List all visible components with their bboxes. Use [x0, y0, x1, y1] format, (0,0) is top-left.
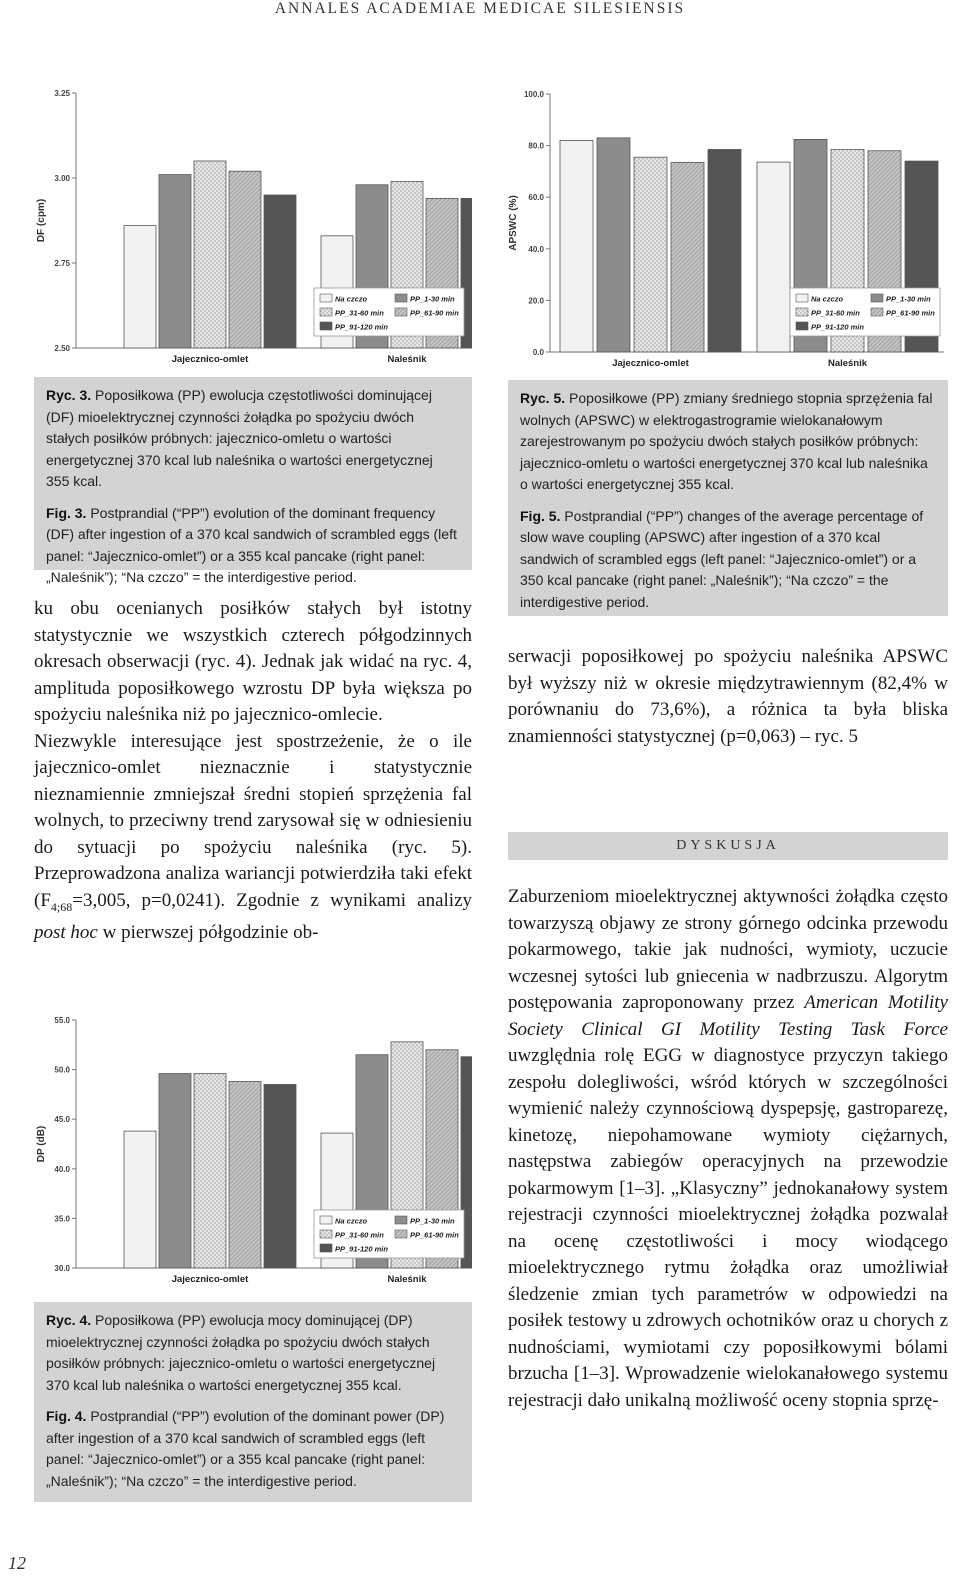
figure-3-label-pl: Ryc. 3.: [46, 387, 92, 403]
y-axis-label: APSWC (%): [508, 195, 519, 251]
legend-swatch: [320, 1244, 332, 1252]
bar: [229, 171, 261, 348]
figure-4-label-en: Fig. 4.: [46, 1408, 87, 1424]
figure-4-svg: [34, 1010, 472, 1302]
bar: [671, 162, 704, 352]
bar: [757, 162, 790, 352]
legend-label: PP_91-120 min: [335, 1244, 388, 1254]
page-number: 12: [8, 1553, 26, 1573]
right-paragraph-2-a: Zaburzeniom mioelektrycznej aktywności żołądka często towarzyszą objawy ze strony górnego odcinka przewodu pokarmowego, takie jak nudności, wymioty, uczucie wczesnej sytości lub gniecenia w nadbrzuszu. Algorytm postępowania zaproponowany przez: [508, 886, 948, 1013]
figure-5-text-en: Postprandial (“PP”) changes of the average percentage of slow wave coupling (APSWC) after ingestion of a 370 kcal sandwich of scrambled eggs (left panel: “Jajecznico-omlet”) or a 350 kcal pancake (right panel: „Naleśnik”); “Na czczo” = the interdigestive period.: [520, 507, 924, 610]
y-tick-label: 55.0: [54, 1016, 70, 1025]
figure-3-text-en: Postprandial (“PP”) evolution of the dominant frequency (DF) after ingestion of a 370 kcal sandwich of scrambled eggs (left panel: “Jajecznico-omlet”) or a 355 kcal pancake (right panel: „Naleśnik”); “Na czczo” = the interdigestive period.: [46, 504, 457, 585]
y-axis-label: DF (cpm): [36, 198, 47, 243]
figure-4-chart: [34, 1010, 472, 1302]
legend-swatch: [395, 294, 407, 302]
bar: [229, 1082, 261, 1268]
figure-5-caption: [508, 380, 948, 616]
legend-swatch: [796, 308, 808, 316]
legend-swatch: [320, 1216, 332, 1224]
legend-label: PP_31-60 min: [335, 1230, 384, 1240]
task-force-name: American Motility Society Clinical GI Motility Testing Task Force: [508, 992, 948, 1040]
figure-5-chart: [508, 88, 948, 380]
legend-swatch: [796, 294, 808, 302]
legend-label: Na czczo: [811, 294, 844, 304]
legend-label: PP_91-120 min: [811, 322, 864, 332]
bar: [560, 140, 593, 352]
category-label: Jajecznico-omlet: [171, 354, 249, 365]
bar: [634, 157, 667, 352]
bar: [194, 161, 226, 348]
right-column-text-top: [508, 644, 948, 750]
figure-5-label-en: Fig. 5.: [520, 507, 561, 524]
y-tick-label: 20.0: [528, 296, 544, 306]
bar: [264, 195, 296, 348]
legend-swatch: [395, 308, 407, 316]
legend-label: Na czczo: [335, 1216, 368, 1226]
legend-label: PP_91-120 min: [335, 322, 388, 332]
figure-3-caption-en: [46, 503, 460, 589]
category-label: Naleśnik: [827, 358, 868, 369]
running-head: ANNALES ACADEMIAE MEDICAE SILESIENSIS: [274, 0, 686, 17]
figure-4-caption-pl: [46, 1310, 460, 1396]
y-tick-label: 3.25: [54, 89, 70, 98]
figure-4-label-pl: Ryc. 4.: [46, 1312, 92, 1328]
bar: [124, 1131, 156, 1268]
post-hoc-term: post hoc: [34, 921, 98, 943]
category-label: Naleśnik: [387, 1274, 427, 1285]
left-paragraph-2-c: w pierwszej półgodzinie ob-: [97, 921, 319, 943]
figure-3-caption-pl: [46, 385, 460, 493]
legend-label: Na czczo: [335, 294, 368, 304]
legend-swatch: [395, 1216, 407, 1224]
figure-5-caption-en: [520, 506, 936, 614]
y-tick-label: 40.0: [54, 1164, 70, 1174]
legend-label: PP_1-30 min: [410, 294, 455, 304]
y-tick-label: 2.50: [54, 344, 70, 353]
f-statistic-subscript: 4;68: [50, 899, 73, 914]
bar: [708, 149, 741, 352]
y-tick-label: 80.0: [528, 141, 544, 151]
bar: [159, 175, 191, 348]
figure-4-caption-en: [46, 1406, 460, 1492]
right-paragraph-1: serwacji poposiłkowej po spożyciu naleśnika APSWC był wyższy niż w okresie międzytrawiennym (82,4% w porównaniu do 73,6%), a różnica ta była bliska znamienności statystycznej (p=0,063) – ryc. 5: [508, 646, 948, 747]
bar: [194, 1074, 226, 1268]
figure-3-caption: [34, 377, 472, 585]
figure-3-chart: [34, 88, 472, 378]
legend-label: PP_61-90 min: [410, 1230, 459, 1240]
figure-3-text-pl: Poposiłkowa (PP) ewolucja częstotliwości dominującej (DF) mioelektrycznej czynności żołądka po spożyciu dwóch stałych posiłków próbnych: jajecznico-omletu o wartości energetycznej 370 kcal lub naleśnika o wartości energetycznej 355 kcal.: [46, 387, 433, 489]
y-tick-label: 60.0: [528, 193, 544, 203]
bar: [124, 226, 156, 348]
left-paragraph-2: [34, 729, 472, 947]
section-heading: DYSKUSJA: [508, 832, 948, 860]
legend-label: PP_61-90 min: [410, 308, 459, 318]
legend-label: PP_1-30 min: [410, 1216, 455, 1226]
bar: [264, 1084, 296, 1268]
legend-label: PP_31-60 min: [811, 308, 860, 318]
legend-swatch: [871, 294, 883, 302]
category-label: Jajecznico-omlet: [171, 1274, 249, 1285]
y-tick-label: 100.0: [523, 90, 544, 99]
legend-swatch: [796, 322, 808, 330]
y-tick-label: 50.0: [54, 1065, 70, 1075]
figure-4-text-en: Postprandial (“PP”) evolution of the dominant power (DP) after ingestion of a 370 kcal sandwich of scrambled eggs (left panel: “Jajecznico-omlet”) or a 355 kcal pancake (right panel: „Naleśnik”); “Na czczo” = the interdigestive period.: [46, 1408, 445, 1489]
legend-swatch: [871, 308, 883, 316]
left-column-text: [34, 596, 472, 946]
y-tick-label: 40.0: [528, 244, 544, 254]
legend-swatch: [395, 1230, 407, 1238]
y-axis-label: DP (dB): [36, 1125, 47, 1163]
y-tick-label: 3.00: [54, 174, 70, 183]
legend: [314, 288, 464, 336]
figure-5-text-pl: Poposiłkowe (PP) zmiany średniego stopnia sprzężenia fal wolnych (APSWC) w elektrogastrogramie wielokanałowym zarejestrowanym po spożyciu dwóch stałych posiłków próbnych: jajecznico-omletu o wartości energetycznej 370 kcal lub naleśnika o wartości energetycznej 355 kcal.: [520, 390, 933, 492]
right-paragraph-2: [508, 884, 948, 1414]
legend-label: PP_31-60 min: [335, 308, 384, 318]
figure-4-caption: [34, 1302, 472, 1502]
left-paragraph-1: ku obu ocenianych posiłków stałych był istotny statystycznie we wszystkich czterech półgodzinnych okresach obserwacji (ryc. 4). Jednak jak widać na ryc. 4, amplituda poposiłkowego wzrostu DP była większa po spożyciu naleśnika niż po jajecznico-omlecie.: [34, 598, 472, 725]
category-label: Naleśnik: [387, 354, 427, 365]
left-paragraph-2-a: Niezwykle interesujące jest spostrzeżenie, że o ile jajecznico-omlet nieznacznie i statystycznie nieznamiennie zmniejszał średni stopień sprzężenia fal wolnych, to przeciwny trend zarysował się w odniesieniu do sytuacji po spożyciu naleśnika (ryc. 5). Przeprowadzona analiza wariancji potwierdziła taki efekt (F: [34, 730, 472, 911]
right-column-text-bottom: [508, 884, 948, 1414]
figure-4-text-pl: Poposiłkowa (PP) ewolucja mocy dominującej (DP) mioelektrycznej czynności żołądka po spożyciu dwóch stałych posiłków próbnych: jajecznico-omletu o wartości energetycznej 370 kcal lub naleśnika o wartości energetycznej 355 kcal.: [46, 1312, 436, 1393]
figure-3-svg: [34, 88, 472, 378]
legend: [790, 288, 940, 336]
legend-label: PP_61-90 min: [886, 308, 935, 318]
right-paragraph-2-b: uwzględnia rolę EGG w diagnostyce przyczyn takiego zespołu dolegliwości, wśród których w szczególności wymienić należy czynnościową dyspepsję, gastroparezę, kinetozę, niepohamowane wymioty ciężarnych, następstwa zabiegów operacyjnych na przewodzie pokarmowym [1–3]. „Klasyczny” jednokanałowy system rejestracji czynności mioelektrycznej żołądka pozwalał na ocenę częstotliwości i mocy wiodącego mioelektrycznego rytmu żołądka oraz umożliwiał śledzenie zmian tych parametrów w odpowiedzi na posiłek testowy u zdrowych ochotników oraz u chorych z nudnościami, wymiotami czy poposiłkowymi bólami brzucha [1–3]. Wprowadzenie wielokanałowego systemu rejestracji dało unikalną możliwość oceny stopnia sprzę-: [508, 1045, 948, 1411]
legend-swatch: [320, 294, 332, 302]
legend-swatch: [320, 1230, 332, 1238]
figure-5-svg: [508, 88, 948, 380]
y-tick-label: 0.0: [532, 348, 544, 357]
category-label: Jajecznico-omlet: [612, 358, 689, 369]
y-tick-label: 2.75: [54, 259, 70, 268]
y-tick-label: 35.0: [54, 1214, 70, 1224]
y-tick-label: 45.0: [54, 1115, 70, 1125]
figure-5-caption-pl: [520, 388, 936, 496]
left-paragraph-2-b: =3,005, p=0,0241). Zgodnie z wynikami analizy: [72, 889, 472, 911]
figure-5-label-pl: Ryc. 5.: [520, 390, 566, 406]
figure-3-label-en: Fig. 3.: [46, 504, 87, 521]
bar: [159, 1074, 191, 1268]
legend-label: PP_1-30 min: [886, 294, 931, 304]
legend-swatch: [320, 322, 332, 330]
legend: [314, 1210, 464, 1258]
bar: [597, 138, 630, 352]
legend-swatch: [320, 308, 332, 316]
y-tick-label: 30.0: [54, 1264, 70, 1273]
